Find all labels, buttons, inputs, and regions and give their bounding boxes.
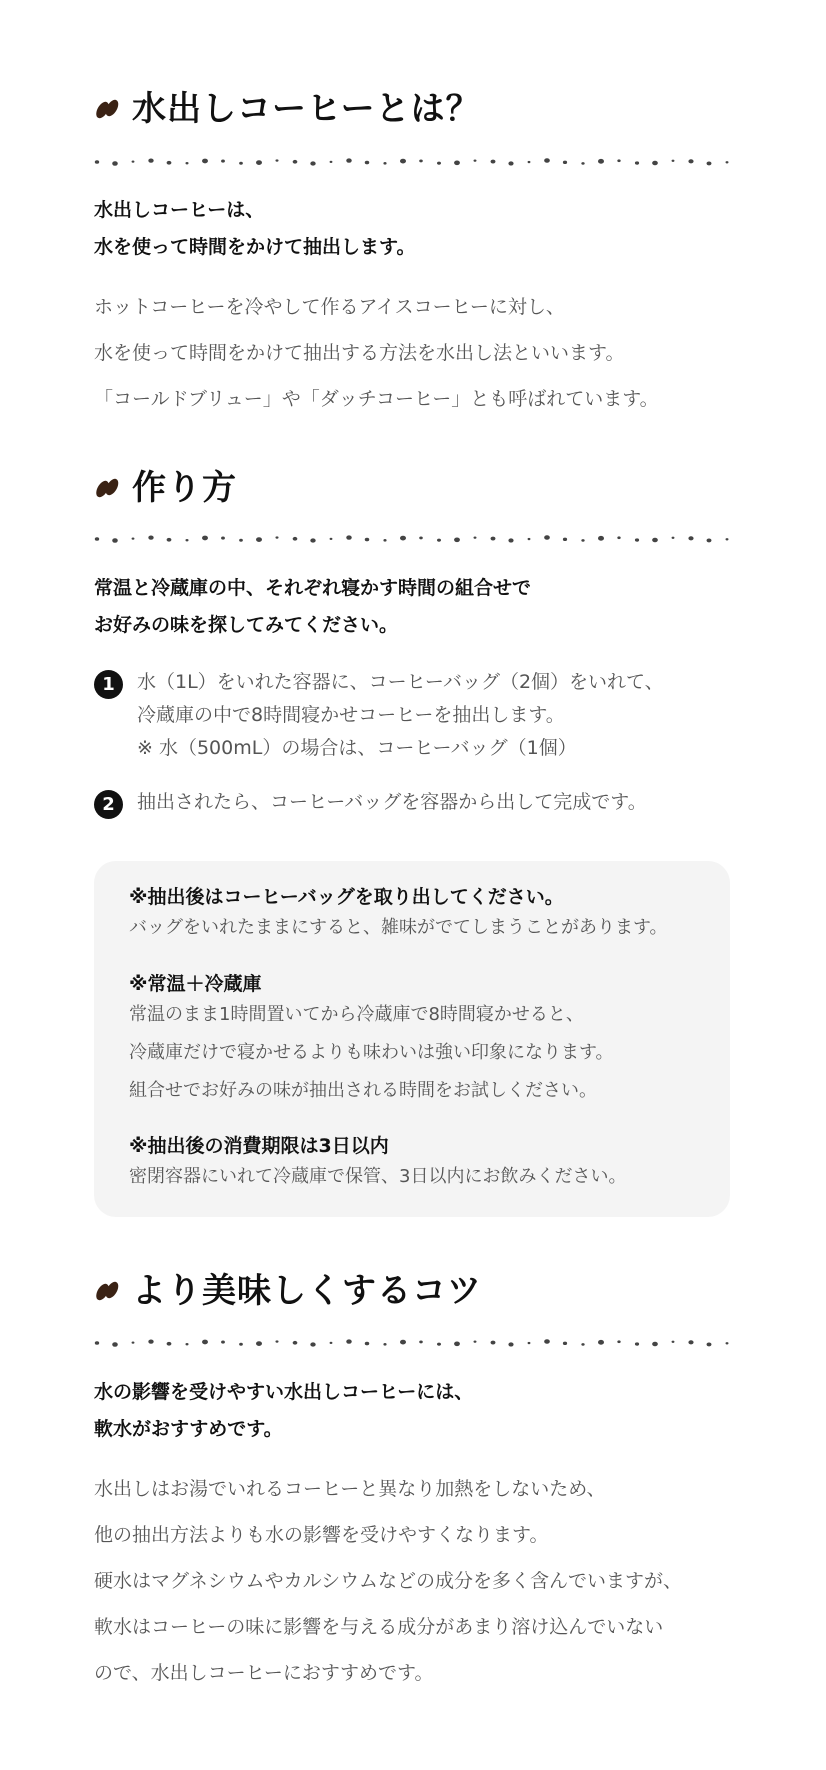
divider-dot — [688, 159, 693, 163]
divider-dot — [310, 538, 315, 542]
divider-dot — [148, 1339, 153, 1343]
divider-dot — [365, 1342, 369, 1346]
divider-dot — [239, 539, 243, 542]
divider-dot — [275, 159, 278, 161]
note-text: 常温のまま1時間置いてから冷蔵庫で8時間寝かせると、 — [129, 1004, 584, 1025]
dotted-divider — [94, 1336, 730, 1350]
divider-dot — [167, 538, 172, 542]
divider-dot — [275, 536, 278, 538]
divider-dot — [186, 1343, 189, 1345]
divider-dot — [635, 161, 639, 164]
section-title-what-is-cold-brew — [94, 89, 481, 129]
note-heading: ※常温＋冷蔵庫 — [129, 973, 262, 995]
divider-dot — [346, 535, 352, 539]
divider-dot — [635, 538, 639, 541]
divider-dot — [672, 1341, 675, 1343]
divider-dot — [310, 1342, 315, 1346]
divider-dot — [112, 1342, 118, 1346]
divider-dot — [365, 161, 369, 165]
divider-dot — [707, 538, 712, 542]
divider-dot — [598, 159, 604, 164]
divider-dot — [563, 1342, 567, 1345]
divider-dot — [256, 1341, 262, 1346]
divider-dot — [95, 1341, 99, 1345]
divider-dot — [437, 539, 441, 542]
divider-dot — [544, 158, 550, 163]
note-expiry — [129, 1134, 626, 1196]
divider-dot — [474, 1340, 477, 1342]
divider-dot — [598, 1340, 604, 1345]
divider-dot — [652, 1342, 658, 1347]
divider-dot — [544, 535, 550, 540]
divider-dot — [293, 1341, 298, 1345]
section-body: 水出しはお湯でいれるコーヒーと異なり加熱をしないため、 他の抽出方法よりも水の影響を受けやすくなります。 硬水はマグネシウムやカルシウムなどの成分を多く含んでいますが、 軟水はコーヒーの味に影響を与える成分があまり溶け込んでいない ので、水出しコーヒーにおすすめです。 — [94, 1478, 682, 1684]
divider-dot — [688, 1340, 693, 1344]
divider-dot — [132, 537, 135, 539]
divider-dot — [474, 159, 477, 161]
divider-dot — [419, 159, 423, 162]
divider-dot — [563, 538, 567, 541]
divider-dot — [474, 536, 477, 538]
divider-dot — [454, 160, 460, 165]
divider-dot — [707, 1342, 712, 1346]
note-heading: ※抽出後の消費期限は3日以内 — [129, 1135, 389, 1157]
section-heading: より美味しくするコツ — [132, 1271, 482, 1311]
divider-dot — [563, 161, 567, 164]
divider-dot — [528, 161, 531, 163]
divider-dot — [383, 1343, 386, 1346]
step-2 — [94, 786, 730, 819]
divider-dot — [491, 537, 496, 541]
divider-dot — [221, 160, 225, 163]
divider-dot — [617, 1340, 620, 1343]
divider-dot — [617, 159, 620, 162]
note-text: バッグをいれたままにすると、雑味がでてしまうことがあります。 — [129, 917, 668, 938]
note-text: 冷蔵庫だけで寝かせるよりも味わいは強い印象になります。 — [129, 1042, 614, 1063]
divider-dot — [454, 537, 460, 542]
divider-dot — [346, 158, 352, 162]
divider-dot — [112, 161, 118, 165]
divider-dot — [383, 162, 386, 165]
divider-dot — [95, 160, 99, 164]
divider-dot — [202, 1340, 208, 1345]
divider-dot — [598, 536, 604, 541]
divider-dot — [383, 539, 386, 542]
divider-dot — [239, 162, 243, 165]
divider-dot — [330, 538, 333, 540]
divider-dot — [95, 537, 99, 541]
divider-dot — [275, 1340, 278, 1342]
divider-dot — [221, 537, 225, 540]
divider-dot — [419, 1340, 423, 1343]
divider-dot — [726, 161, 729, 163]
divider-dot — [365, 538, 369, 542]
divider-dot — [400, 536, 406, 541]
divider-dot — [544, 1339, 550, 1344]
divider-dot — [132, 1341, 135, 1343]
divider-dot — [508, 538, 513, 542]
section-heading: 水出しコーヒーとは？ — [132, 89, 481, 129]
note-heading: ※抽出後はコーヒーバッグを取り出してください。 — [129, 886, 564, 908]
step-note: ※ 水（500mL）の場合は、コーヒーバッグ（1個） — [137, 737, 577, 759]
divider-dot — [330, 161, 333, 163]
section-lead: 水の影響を受けやすい水出しコーヒーには、 軟水がおすすめです。 — [94, 1381, 474, 1440]
divider-dot — [239, 1343, 243, 1346]
divider-dot — [581, 162, 584, 165]
divider-dot — [726, 538, 729, 540]
section-lead: 常温と冷蔵庫の中、それぞれ寝かす時間の組合せで お好みの味を探してみてください。 — [94, 577, 532, 636]
divider-dot — [293, 537, 298, 541]
divider-dot — [652, 538, 658, 543]
divider-dot — [167, 161, 172, 165]
divider-dot — [310, 161, 315, 165]
note-room-temp-fridge — [129, 972, 614, 1110]
divider-dot — [346, 1339, 352, 1343]
step-text: 抽出されたら、コーヒーバッグを容器から出して完成です。 — [137, 791, 647, 813]
divider-dot — [437, 162, 441, 165]
divider-dot — [256, 537, 262, 542]
divider-dot — [672, 537, 675, 539]
section-title-how-to-make — [94, 468, 237, 508]
divider-dot — [491, 1341, 496, 1345]
divider-dot — [652, 161, 658, 166]
section-heading: 作り方 — [132, 468, 237, 508]
divider-dot — [132, 160, 135, 162]
divider-dot — [256, 160, 262, 165]
divider-dot — [186, 162, 189, 164]
note-text: 密閉容器にいれて冷蔵庫で保管、3日以内にお飲みください。 — [129, 1166, 627, 1187]
step-1 — [94, 666, 730, 765]
step-text: 水（1L）をいれた容器に、コーヒーバッグ（2個）をいれて、 — [137, 671, 664, 693]
divider-dot — [726, 1342, 729, 1344]
divider-dot — [112, 538, 118, 542]
coffee-bean-icon — [94, 475, 120, 501]
step-number-badge: 1 — [94, 670, 123, 699]
coffee-bean-icon — [94, 96, 120, 122]
divider-dot — [437, 1343, 441, 1346]
dotted-divider — [94, 155, 730, 169]
step-text: 冷蔵庫の中で8時間寝かせコーヒーを抽出します。 — [137, 704, 565, 726]
divider-dot — [167, 1342, 172, 1346]
divider-dot — [491, 160, 496, 164]
divider-dot — [186, 539, 189, 541]
divider-dot — [202, 159, 208, 164]
section-body: ホットコーヒーを冷やして作るアイスコーヒーに対し、 水を使って時間をかけて抽出する方法を水出し法といいます。 「コールドブリュー」や「ダッチコーヒー」とも呼ばれています。 — [94, 296, 659, 410]
divider-dot — [508, 161, 513, 165]
divider-dot — [400, 159, 406, 164]
divider-dot — [635, 1342, 639, 1345]
divider-dot — [221, 1341, 225, 1344]
divider-dot — [508, 1342, 513, 1346]
section-title-tips — [94, 1271, 482, 1311]
divider-dot — [688, 536, 693, 540]
divider-dot — [148, 535, 153, 539]
divider-dot — [528, 1342, 531, 1344]
divider-dot — [202, 536, 208, 541]
note-text: 組合せでお好みの味が抽出される時間をお試しください。 — [129, 1080, 597, 1101]
divider-dot — [672, 160, 675, 162]
divider-dot — [454, 1341, 460, 1346]
divider-dot — [707, 161, 712, 165]
notes-box — [94, 861, 730, 1217]
divider-dot — [419, 536, 423, 539]
note-remove-bag — [129, 885, 668, 947]
section-lead: 水出しコーヒーは、 水を使って時間をかけて抽出します。 — [94, 199, 416, 258]
divider-dot — [293, 160, 298, 164]
divider-dot — [581, 539, 584, 542]
divider-dot — [330, 1342, 333, 1344]
step-number-badge: 2 — [94, 790, 123, 819]
dotted-divider — [94, 532, 730, 546]
divider-dot — [148, 158, 153, 162]
divider-dot — [528, 538, 531, 540]
divider-dot — [400, 1340, 406, 1345]
divider-dot — [617, 536, 620, 539]
divider-dot — [581, 1343, 584, 1346]
coffee-bean-icon — [94, 1278, 120, 1304]
